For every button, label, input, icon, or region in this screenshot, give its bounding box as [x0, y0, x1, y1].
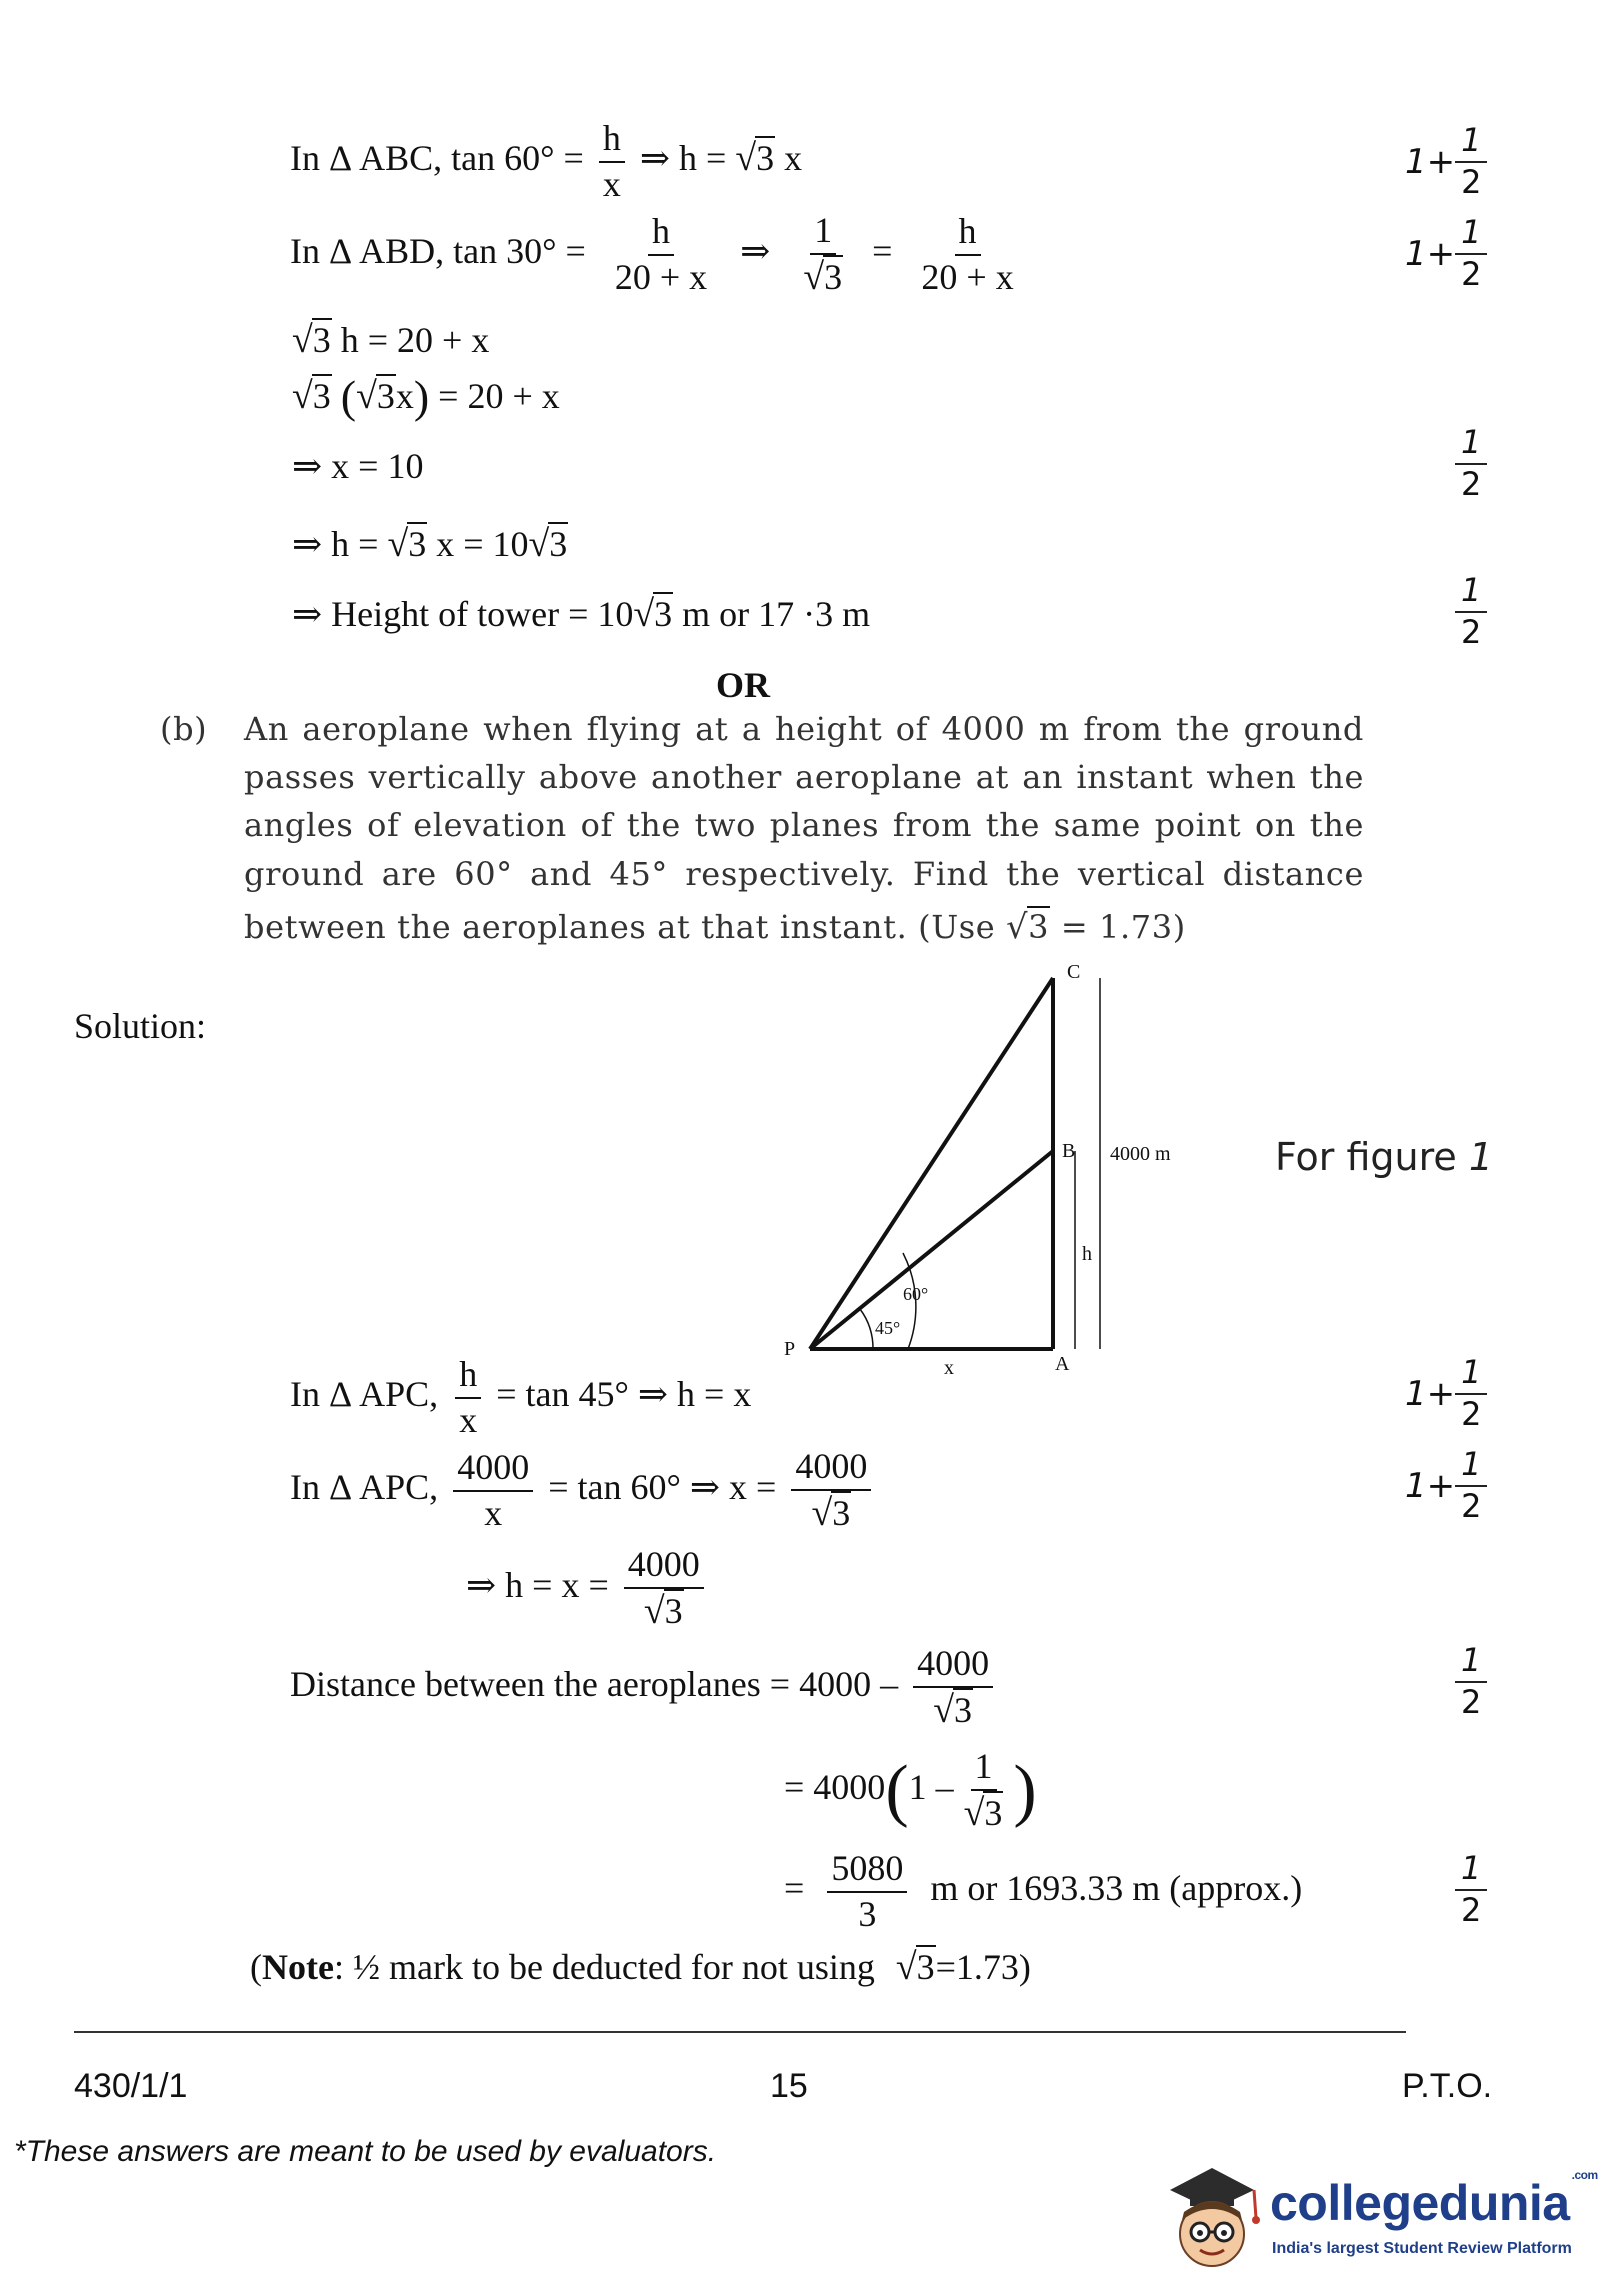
label-p: P	[784, 1338, 796, 1360]
logo-wordmark: collegedunia $^{.com}$	[1270, 2168, 1598, 2231]
label-angle-45: 45°	[875, 1318, 901, 1338]
note: (Note: ½ mark to be deducted for not using √3=1.73)	[250, 1946, 1031, 1988]
mark-a2: 1+ $\frac{1}{2}$	[1405, 216, 1487, 291]
step-b4: Distance between the aeroplanes = 4000 – $\frac{4000}{√3}$	[290, 1645, 999, 1730]
label-angle-60: 60°	[903, 1284, 929, 1304]
step-a1: In Δ ABC, tan 60° = $\frac{h}{x}$ ⇒ h = √3 x	[290, 118, 803, 204]
step-b1: In Δ APC, $\frac{h}{x}$ = tan 45° ⇒ h = x	[290, 1354, 752, 1440]
step-a2: In Δ ABD, tan 30° = $\frac{h}{20 + x}$ ⇒ $\frac{1}{√3}$ = $\frac{h}{20 + x}$	[290, 210, 1014, 298]
mark-b2: 1+ $\frac{1}{2}$	[1405, 1448, 1487, 1523]
angle-45-arc	[860, 1309, 873, 1349]
label-4000m: 4000 m	[1110, 1143, 1171, 1165]
step-b5: = 4000(1 – $\frac{1}{√3}$ )	[784, 1746, 1037, 1834]
mark-b1: 1+ $\frac{1}{2}$	[1405, 1356, 1487, 1431]
step-a4: √3 (√3x) = 20 + x	[292, 371, 560, 422]
mark-a7: 1 2	[1455, 574, 1487, 649]
question-b-line: angles of elevation of the two planes from the same point on the	[244, 806, 1364, 844]
step-b3: ⇒ h = x = $\frac{4000}{√3}$	[466, 1546, 710, 1631]
mark-a1: 1+ $\frac{1}{2}$	[1405, 124, 1487, 199]
or-label: OR	[716, 665, 770, 705]
footer-page-number: 15	[770, 2067, 808, 2105]
logo-tagline: India's largest Student Review Platform	[1272, 2240, 1572, 2257]
footer-pto: P.T.O.	[1402, 2067, 1493, 2105]
footer-code: 430/1/1	[74, 2067, 188, 2105]
question-b-line: between the aeroplanes at that instant. (Use √3 = 1.73)	[244, 907, 1186, 946]
mark-a5: 1 2	[1455, 426, 1487, 501]
footer-rule	[74, 2031, 1406, 2033]
label-x: x	[944, 1357, 954, 1379]
collegedunia-logo	[1160, 2150, 1598, 2278]
mark-b6: 1 2	[1455, 1852, 1487, 1927]
step-b2: In Δ APC, $\frac{4000}{x}$ = tan 60° ⇒ x = $\frac{4000}{√3}$	[290, 1448, 877, 1533]
question-b-label: (b)	[160, 710, 208, 748]
fraction: $\frac{h}{x}$	[599, 120, 625, 204]
question-b-line: ground are 60° and 45° respectively. Find the vertical distance	[244, 855, 1364, 893]
label-c: C	[1067, 961, 1081, 983]
label-b: B	[1062, 1140, 1076, 1162]
line-pb	[810, 1151, 1053, 1349]
label-a: A	[1055, 1353, 1070, 1375]
question-b-line: passes vertically above another aeroplane at an instant when the	[244, 758, 1364, 796]
question-b-line: An aeroplane when flying at a height of 4000 m from the ground	[244, 710, 1364, 748]
step-a7: ⇒ Height of tower = 10√3 m or 17 ·3 m	[292, 593, 871, 635]
step-a5: ⇒ x = 10	[292, 446, 424, 486]
disclaimer: *These answers are meant to be used by evaluators.	[14, 2135, 717, 2168]
step-a6: ⇒ h = √3 x = 10√3	[292, 523, 568, 565]
step-b6: = $\frac{5080}{3}$ m or 1693.33 m (approx.)	[784, 1848, 1303, 1934]
mark-b4: 1 2	[1455, 1644, 1487, 1719]
sqrt: √3	[735, 137, 775, 180]
mascot-icon	[1160, 2154, 1264, 2274]
step-a3: √3 h = 20 + x	[292, 319, 490, 361]
solution-label: Solution:	[74, 1006, 207, 1046]
line-pc	[810, 978, 1053, 1349]
figure-caption: For figure 1	[1275, 1135, 1494, 1179]
label-h: h	[1082, 1243, 1092, 1265]
